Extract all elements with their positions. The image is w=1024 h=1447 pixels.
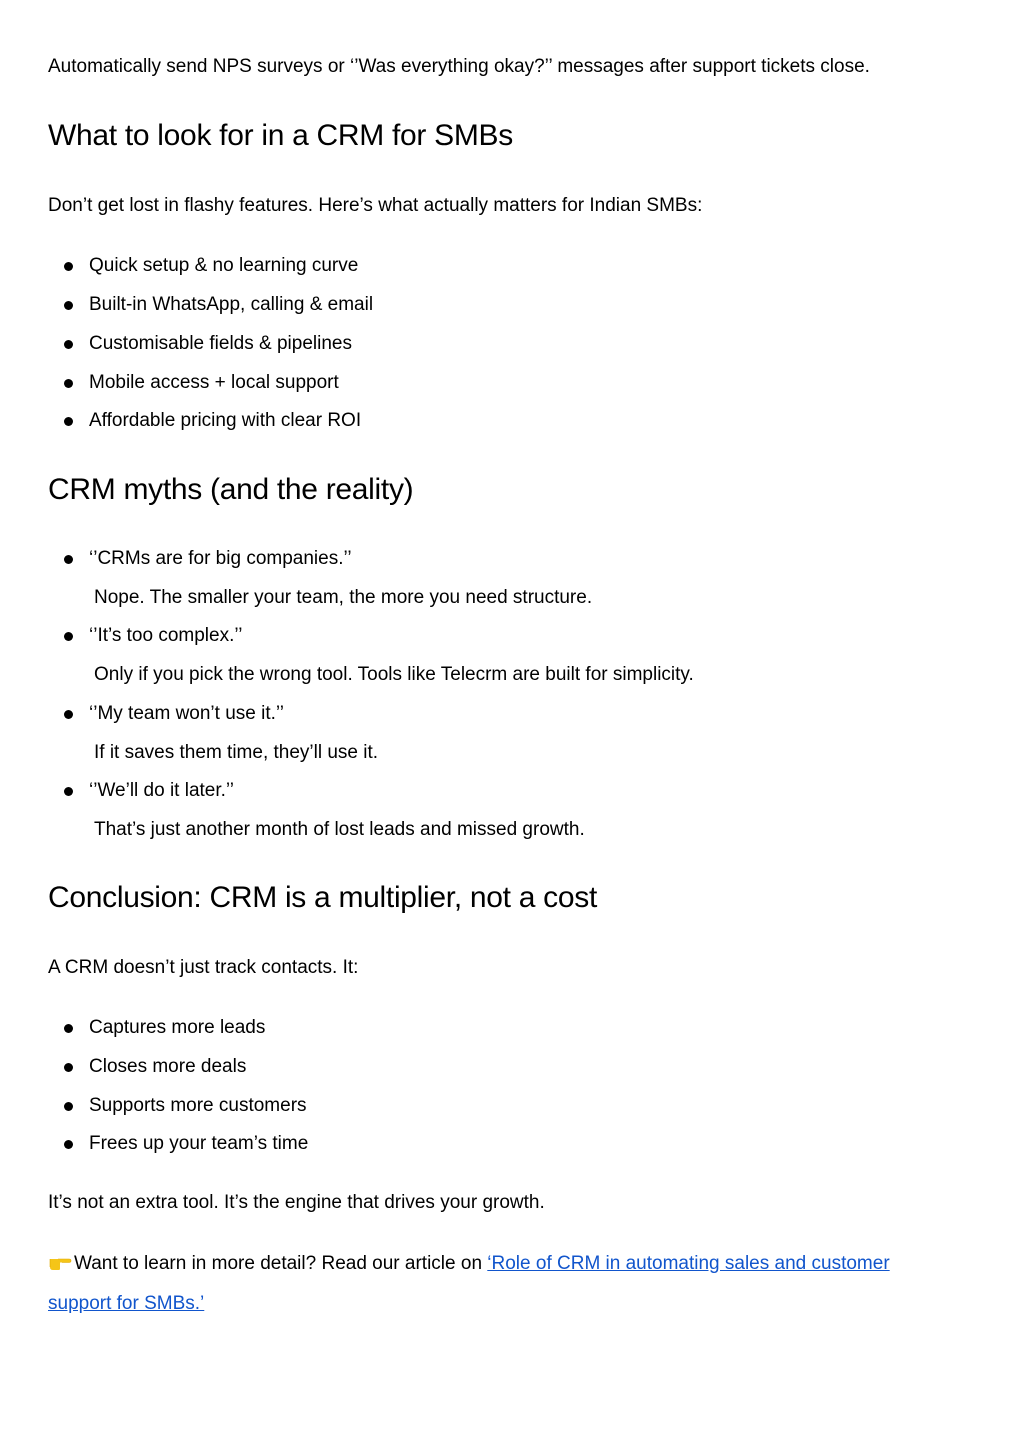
heading-conclusion: Conclusion: CRM is a multiplier, not a cost — [48, 881, 597, 914]
list-item: Mobile access + local support — [89, 372, 339, 393]
bullet — [64, 787, 73, 796]
article-link[interactable]: ‘Role of CRM in automating sales and customer — [487, 1253, 890, 1274]
myth-reality: Only if you pick the wrong tool. Tools like Telecrm are built for simplicity. — [94, 664, 694, 685]
cta-paragraph — [48, 1252, 890, 1276]
heading-look-for: What to look for in a CRM for SMBs — [48, 119, 513, 152]
cta-text: Want to learn in more detail? Read our article on — [74, 1253, 488, 1274]
pointing-hand-icon — [48, 1253, 72, 1271]
look-for-intro: Don’t get lost in flashy features. Here’s what actually matters for Indian SMBs: — [48, 195, 703, 216]
list-item: Affordable pricing with clear ROI — [89, 410, 362, 431]
myth-reality: If it saves them time, they’ll use it. — [94, 742, 379, 763]
bullet — [64, 555, 73, 564]
myth-item: ‘’My team won’t use it.’’ — [89, 703, 284, 724]
bullet — [64, 1102, 73, 1111]
list-item: Quick setup & no learning curve — [89, 255, 359, 276]
list-item: Captures more leads — [89, 1017, 266, 1038]
intro-paragraph: Automatically send NPS surveys or ‘’Was everything okay?’’ messages after support tickets close. — [48, 56, 870, 77]
myth-item: ‘’We’ll do it later.’’ — [89, 780, 235, 801]
myth-item: ‘’It’s too complex.’’ — [89, 625, 243, 646]
bullet — [64, 379, 73, 388]
bullet — [64, 710, 73, 719]
conclusion-closing: It’s not an extra tool. It’s the engine that drives your growth. — [48, 1192, 545, 1213]
bullet — [64, 262, 73, 271]
myth-reality: That’s just another month of lost leads and missed growth. — [94, 819, 585, 840]
list-item: Frees up your team’s time — [89, 1133, 309, 1154]
bullet — [64, 301, 73, 310]
list-item: Closes more deals — [89, 1056, 247, 1077]
bullet — [64, 1140, 73, 1149]
list-item: Customisable fields & pipelines — [89, 333, 352, 354]
bullet — [64, 340, 73, 349]
bullet — [64, 417, 73, 426]
myth-reality: Nope. The smaller your team, the more you need structure. — [94, 587, 593, 608]
conclusion-intro: A CRM doesn’t just track contacts. It: — [48, 957, 359, 978]
heading-myths: CRM myths (and the reality) — [48, 473, 414, 506]
bullet — [64, 1024, 73, 1033]
article-link-continued[interactable]: support for SMBs.’ — [48, 1293, 205, 1314]
list-item: Built-in WhatsApp, calling & email — [89, 294, 374, 315]
list-item: Supports more customers — [89, 1095, 307, 1116]
bullet — [64, 632, 73, 641]
cta-paragraph-line2 — [48, 1292, 204, 1316]
bullet — [64, 1063, 73, 1072]
myth-item: ‘’CRMs are for big companies.’’ — [89, 548, 352, 569]
